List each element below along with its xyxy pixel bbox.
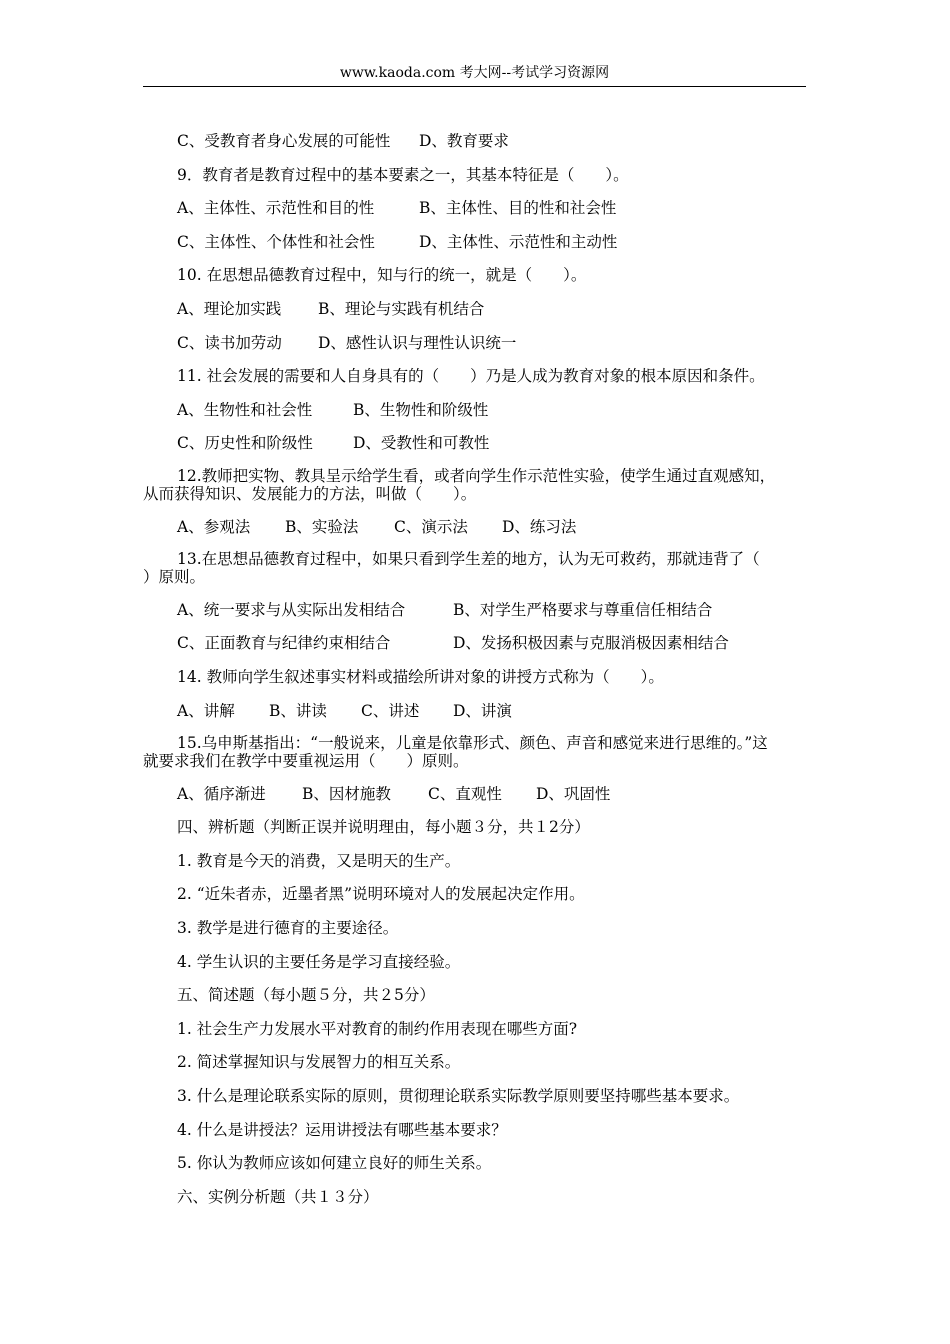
section-5-item: 3. 什么是理论联系实际的原则，贯彻理论联系实际教学原则要坚持哪些基本要求。: [177, 1087, 740, 1106]
option-row: [143, 299, 808, 319]
section-5-item: 5. 你认为教师应该如何建立良好的师生关系。: [177, 1154, 492, 1173]
document-body: [143, 131, 808, 1220]
option-c: C、正面教育与纪律约束相结合: [177, 634, 391, 653]
section-5-heading: 五、简述题（每小题５分，共２5分）: [177, 986, 435, 1005]
question-14: 14. 教师向学生叙述事实材料或描绘所讲对象的讲授方式称为（ ）。: [177, 667, 664, 686]
option-d: D、主体性、示范性和主动性: [419, 232, 618, 251]
option-row: [143, 701, 808, 721]
option-row: [143, 333, 808, 353]
option-c: C、读书加劳动: [177, 333, 282, 352]
option-d: D、发扬积极因素与克服消极因素相结合: [453, 634, 729, 653]
section-5-item: 2. 简述掌握知识与发展智力的相互关系。: [177, 1053, 461, 1072]
option-row: [143, 232, 808, 252]
option-c: C、演示法: [394, 517, 468, 536]
option-b: B、理论与实践有机结合: [318, 299, 485, 318]
section-4-item: 3. 教学是进行德育的主要途径。: [177, 919, 399, 938]
option-d: D、讲演: [453, 701, 512, 720]
option-a: A、统一要求与从实际出发相结合: [177, 600, 406, 619]
question-12: 12.教师把实物、教具呈示给学生看，或者向学生作示范性实验，使学生通过直观感知， 从而获得知识、发展能力的方法，叫做（ ）。: [143, 466, 776, 503]
question-15: 15.乌申斯基指出：“一般说来，儿童是依靠形式、颜色、声音和感觉来进行思维的。”这 就要求我们在教学中要重视运用（ ）原则。: [143, 734, 768, 771]
section-5-item: 1. 社会生产力发展水平对教育的制约作用表现在哪些方面?: [177, 1019, 578, 1038]
section-6-heading: 六、实例分析题（共１３分）: [177, 1187, 379, 1206]
option-b: B、对学生严格要求与尊重信任相结合: [453, 600, 713, 619]
option-d: D、练习法: [502, 517, 577, 536]
section-4-item: 1. 教育是今天的消费，又是明天的生产。: [177, 851, 461, 870]
option-row: [143, 198, 808, 218]
option-a: A、参观法: [177, 517, 251, 536]
option-d: D、教育要求: [419, 132, 509, 150]
option-row: [143, 400, 808, 420]
option-b: B、因材施教: [302, 784, 391, 803]
option-a: A、讲解: [177, 701, 235, 720]
page-header: www.kaoda.com 考大网--考试学习资源网: [143, 62, 806, 87]
question-13: 13.在思想品德教育过程中，如果只看到学生差的地方，认为无可救药，那就违背了（ ）原则。: [143, 550, 760, 587]
option-b: B、主体性、目的性和社会性: [419, 199, 617, 218]
option-c: C、直观性: [428, 784, 502, 803]
question-10: 10. 在思想品德教育过程中，知与行的统一，就是（ ）。: [177, 266, 587, 285]
option-b: B、实验法: [285, 517, 359, 536]
option-a: A、主体性、示范性和目的性: [177, 199, 375, 218]
section-4-heading: 四、辨析题（判断正误并说明理由，每小题３分，共１2分）: [177, 818, 590, 837]
option-b: B、生物性和阶级性: [353, 400, 489, 419]
option-b: B、讲读: [269, 701, 327, 720]
option-d: D、感性认识与理性认识统一: [318, 333, 517, 352]
question-9: 9．教育者是教育过程中的基本要素之一，其基本特征是（ ）。: [177, 165, 629, 184]
option-c: C、讲述: [361, 701, 420, 720]
option-a: A、理论加实践: [177, 299, 282, 318]
question-11: 11. 社会发展的需要和人自身具有的（ ）乃是人成为教育对象的根本原因和条件。: [177, 367, 765, 386]
section-4-item: 2. “近朱者赤，近墨者黑”说明环境对人的发展起决定作用。: [177, 885, 585, 904]
option-a: A、生物性和社会性: [177, 400, 313, 419]
option-row: [143, 784, 808, 804]
option-c: C、受教育者身心发展的可能性: [177, 132, 391, 150]
option-row: [143, 633, 808, 653]
option-row: [143, 600, 808, 620]
option-row: [143, 433, 808, 453]
option-d: D、巩固性: [536, 784, 611, 803]
option-row: [143, 517, 808, 537]
option-a: A、循序渐进: [177, 784, 266, 803]
option-c: C、主体性、个体性和社会性: [177, 232, 375, 251]
option-c: C、历史性和阶级性: [177, 434, 313, 453]
section-5-item: 4. 什么是讲授法？运用讲授法有哪些基本要求？: [177, 1120, 507, 1139]
option-row: [143, 131, 808, 151]
section-4-item: 4. 学生认识的主要任务是学习直接经验。: [177, 952, 461, 971]
option-d: D、受教性和可教性: [353, 434, 490, 453]
